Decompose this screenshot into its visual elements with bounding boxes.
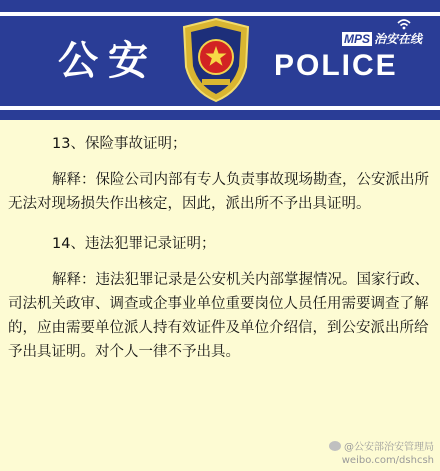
spacer bbox=[8, 216, 436, 232]
top-stripe bbox=[0, 12, 440, 16]
title-chinese: 公安 bbox=[58, 38, 158, 84]
section-heading: 13、保险事故证明； bbox=[52, 136, 187, 152]
mps-label: MPS bbox=[344, 32, 371, 46]
section-body: 解释：违法犯罪记录是公安机关内部掌握情况。国家行政、司法机关政审、调查或企事业单位重要岗位人员任用需要调查了解的，应由需要单位派人持有效证件及单位介绍信，到公安派出所给予出具证明。对个人一律不予出具。 bbox=[8, 272, 429, 360]
mps-badge bbox=[342, 30, 422, 47]
title-english: POLICE bbox=[274, 49, 398, 82]
spacer bbox=[8, 256, 436, 268]
bottom-stripe bbox=[0, 106, 440, 110]
watermark-url: weibo.com/dshcsh bbox=[341, 455, 434, 466]
spacer bbox=[8, 156, 436, 168]
weibo-icon bbox=[329, 441, 341, 451]
watermark-account: @公安部治安管理局 bbox=[344, 442, 434, 453]
badge-text: 治安在线 bbox=[374, 32, 423, 46]
section-body: 解释：保险公司内部有专人负责事故现场勘查，公安派出所无法对现场损失作出核定，因此，派出所不予出具证明。 bbox=[8, 172, 429, 212]
content-area bbox=[8, 132, 436, 364]
signal-icon bbox=[396, 18, 412, 30]
header-banner bbox=[0, 0, 440, 120]
police-emblem-icon bbox=[180, 17, 252, 103]
section-heading: 14、违法犯罪记录证明； bbox=[52, 236, 216, 252]
weibo-watermark bbox=[329, 441, 434, 467]
